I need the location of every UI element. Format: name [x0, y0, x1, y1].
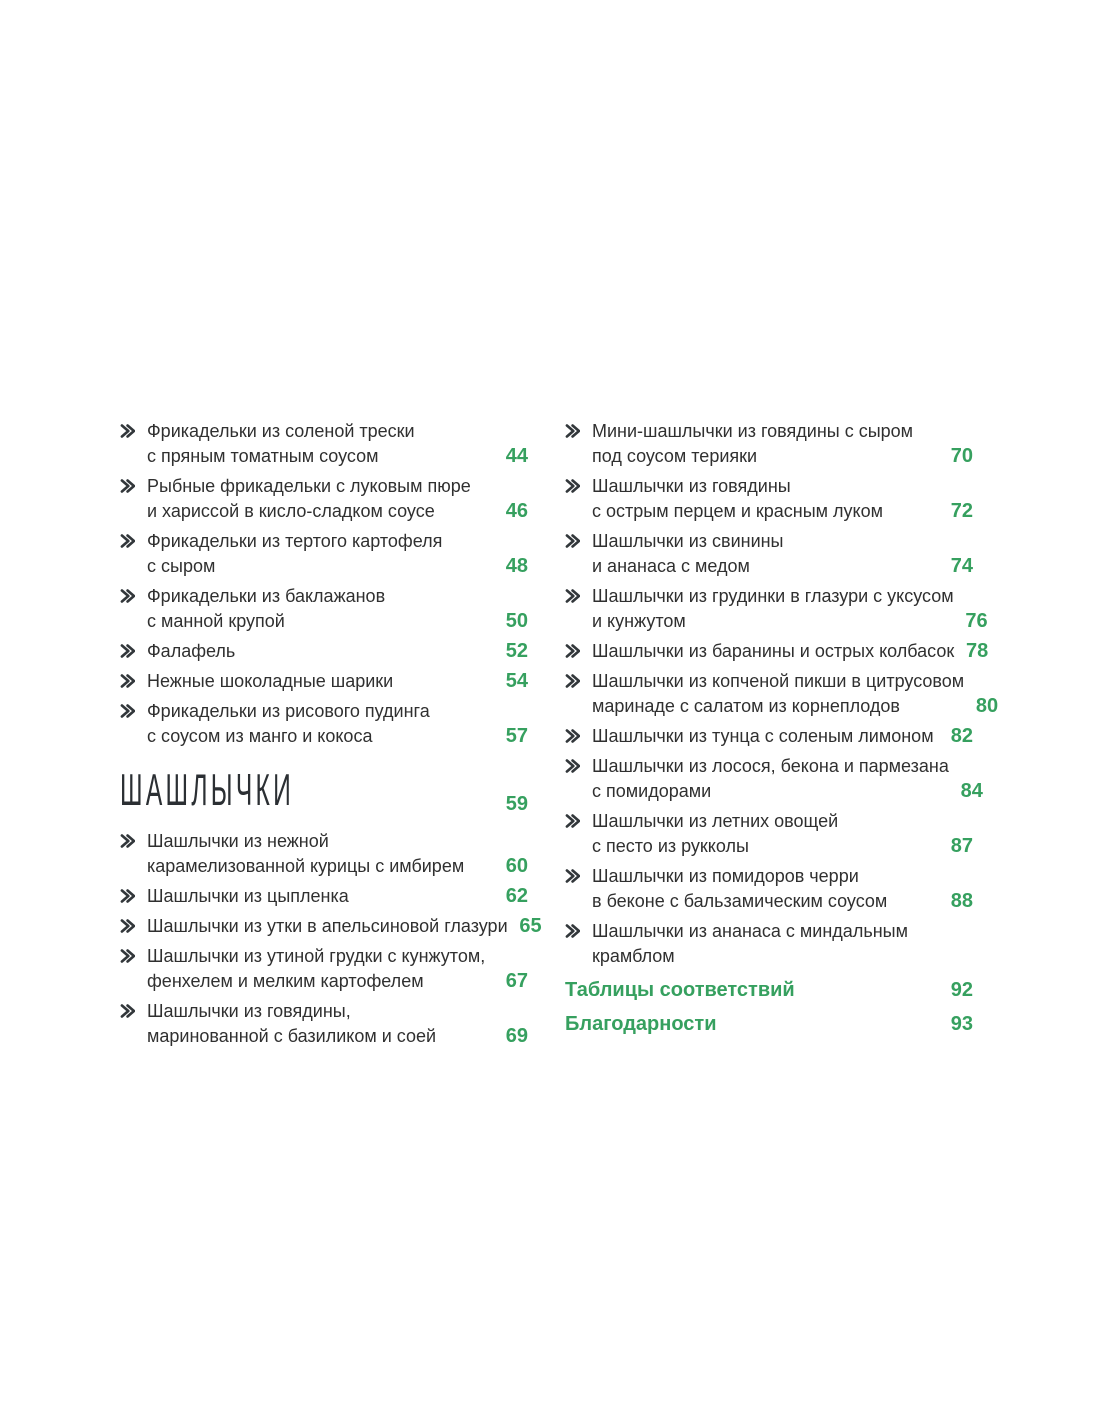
toc-entry-page-number: 74	[950, 555, 973, 577]
toc-entry	[120, 419, 528, 469]
double-chevron-icon	[565, 864, 592, 914]
toc-entry-title	[147, 699, 494, 749]
double-chevron-icon	[120, 529, 147, 579]
toc-entry-title	[592, 639, 954, 664]
toc-footer-link-label: Таблицы соответствий	[565, 979, 795, 1001]
toc-entry-title-line: Шашлычки из лосося, бекона и пармезана	[592, 756, 949, 776]
toc-entry-page-number: 62	[505, 885, 528, 907]
toc-entry-title	[592, 864, 939, 914]
toc-entry-title-line: Шашлычки из грудинки в глазури с уксусом	[592, 586, 954, 606]
double-chevron-icon	[565, 419, 592, 469]
double-chevron-icon	[565, 754, 592, 804]
toc-entry-title	[147, 419, 494, 469]
toc-entry-title-line: Фрикадельки из соленой трески	[147, 421, 415, 441]
toc-entry-title	[592, 809, 939, 859]
toc-entry-title	[147, 529, 494, 579]
toc-entry-page-number: 88	[950, 890, 973, 912]
toc-entry-title-line: Нежные шоколадные шарики	[147, 671, 394, 691]
toc-entry-title-line: Мини-шашлычки из говядины с сыром	[592, 421, 914, 441]
toc-entry-title	[147, 944, 494, 994]
toc-entry-title	[592, 669, 964, 719]
toc-entry-title-line: Фрикадельки из баклажанов	[147, 586, 386, 606]
toc-entry	[565, 919, 973, 969]
toc-entry-page-number: 54	[505, 670, 528, 692]
section-heading-page-number: 59	[505, 793, 528, 815]
toc-entry-title-line: под соусом терияки	[592, 446, 758, 466]
toc-entry	[565, 754, 983, 804]
toc-entry-title-line: с пряным томатным соусом	[147, 446, 379, 466]
toc-entry-page-number: 48	[505, 555, 528, 577]
toc-entry-title-line: Шашлычки из нежной	[147, 831, 329, 851]
double-chevron-icon	[120, 639, 147, 664]
double-chevron-icon	[120, 669, 147, 694]
toc-entry	[565, 419, 973, 469]
toc-entry-title-line: Шашлычки из говядины	[592, 476, 791, 496]
toc-entry-title	[147, 914, 508, 939]
double-chevron-icon	[120, 584, 147, 634]
double-chevron-icon	[565, 919, 592, 969]
toc-entry-title-line: с острым перцем и красным луком	[592, 501, 884, 521]
double-chevron-icon	[120, 914, 147, 939]
double-chevron-icon	[565, 529, 592, 579]
toc-entry-title-line: Шашлычки из баранины и острых колбасок	[592, 641, 955, 661]
toc-entry-title	[592, 474, 939, 524]
double-chevron-icon	[565, 474, 592, 524]
toc-entry-title	[147, 884, 494, 909]
toc-entry-title-line: крамблом	[592, 946, 675, 966]
toc-right-column	[565, 419, 999, 1054]
toc-entry-title-line: с манной крупой	[147, 611, 285, 631]
toc-entry-title-line: Шашлычки из тунца с соленым лимоном	[592, 726, 934, 746]
double-chevron-icon	[120, 419, 147, 469]
toc-entry	[565, 669, 999, 719]
double-chevron-icon	[120, 999, 147, 1049]
toc-entry-title-line: Шашлычки из утки в апельсиновой глазури	[147, 916, 508, 936]
double-chevron-icon	[120, 829, 147, 879]
toc-entry-title-line: Шашлычки из утиной грудки с кунжутом,	[147, 946, 486, 966]
toc-entry-title-line: с соусом из манго и кокоса	[147, 726, 373, 746]
toc-entry-title	[592, 919, 939, 969]
toc-columns	[120, 419, 999, 1054]
toc-entry-page-number: 67	[505, 970, 528, 992]
toc-entry-page-number: 84	[960, 780, 983, 802]
double-chevron-icon	[120, 699, 147, 749]
toc-footer-link	[565, 978, 973, 1003]
toc-entry-title-line: фенхелем и мелким картофелем	[147, 971, 424, 991]
toc-entry-page-number: 78	[966, 640, 989, 662]
toc-entry	[565, 639, 989, 664]
toc-entry-title-line: Шашлычки из свинины	[592, 531, 784, 551]
toc-entry-title-line: с сыром	[147, 556, 216, 576]
toc-entry-title	[147, 474, 494, 524]
toc-entry-page-number: 50	[505, 610, 528, 632]
toc-footer-link-label: Благодарности	[565, 1013, 717, 1035]
toc-entry-title	[592, 529, 939, 579]
toc-footer-link	[565, 1012, 973, 1037]
toc-entry-title	[592, 754, 949, 804]
toc-entry-title-line: Шашлычки из ананаса с миндальным	[592, 921, 908, 941]
toc-entry-title-line: с песто из рукколы	[592, 836, 749, 856]
toc-entry-title-line: с помидорами	[592, 781, 712, 801]
toc-entry	[120, 474, 528, 524]
toc-entry	[120, 999, 528, 1049]
toc-entry-title	[147, 999, 494, 1049]
toc-entry	[120, 639, 528, 664]
toc-footer-link-page-number: 93	[950, 1013, 973, 1035]
toc-entry-page-number: 52	[505, 640, 528, 662]
double-chevron-icon	[565, 639, 592, 664]
toc-entry-title-line: Шашлычки из копченой пикши в цитрусовом	[592, 671, 965, 691]
toc-entry-title-line: Рыбные фрикадельки с луковым пюре	[147, 476, 471, 496]
toc-footer-link-page-number: 92	[950, 979, 973, 1001]
double-chevron-icon	[120, 474, 147, 524]
toc-entry-title-line: Шашлычки из летних овощей	[592, 811, 839, 831]
toc-entry-page-number: 60	[505, 855, 528, 877]
toc-entry-title-line: Шашлычки из помидоров черри	[592, 866, 859, 886]
toc-entry	[120, 584, 528, 634]
toc-entry	[120, 699, 528, 749]
toc-entry-page-number: 76	[965, 610, 988, 632]
toc-section-heading	[120, 766, 528, 817]
toc-entry-title-line: Шашлычки из цыпленка	[147, 886, 349, 906]
toc-entry	[565, 864, 973, 914]
double-chevron-icon	[565, 584, 592, 634]
toc-entry-title-line: карамелизованной курицы с имбирем	[147, 856, 465, 876]
toc-entry-title	[592, 419, 939, 469]
toc-entry-title-line: и кунжутом	[592, 611, 686, 631]
toc-entry	[120, 914, 542, 939]
toc-entry-page-number: 65	[519, 915, 542, 937]
section-heading-text: ШАШЛЫЧКИ	[120, 766, 295, 816]
toc-entry	[120, 944, 528, 994]
toc-entry-title-line: Фрикадельки из рисового пудинга	[147, 701, 430, 721]
toc-entry	[565, 584, 988, 634]
toc-entry-title-line: Шашлычки из говядины,	[147, 1001, 351, 1021]
toc-entry	[120, 829, 528, 879]
toc-entry-title	[147, 639, 494, 664]
double-chevron-icon	[565, 809, 592, 859]
toc-entry-page-number: 72	[950, 500, 973, 522]
toc-entry	[120, 529, 528, 579]
toc-entry-title	[592, 584, 954, 634]
toc-entry-page-number: 87	[950, 835, 973, 857]
toc-entry-title	[147, 584, 494, 634]
toc-entry	[120, 669, 528, 694]
toc-entry-page-number: 80	[975, 695, 999, 717]
toc-left-column	[120, 419, 542, 1054]
toc-entry-page-number: 44	[505, 445, 528, 467]
toc-entry-title-line: в беконе с бальзамическим соусом	[592, 891, 888, 911]
toc-entry-title	[592, 724, 939, 749]
toc-entry	[565, 529, 973, 579]
double-chevron-icon	[120, 944, 147, 994]
double-chevron-icon	[565, 669, 592, 719]
section-heading-label	[120, 766, 494, 817]
toc-entry-page-number: 46	[505, 500, 528, 522]
toc-entry	[565, 474, 973, 524]
toc-entry-title-line: Фрикадельки из тертого картофеля	[147, 531, 443, 551]
toc-entry-title-line: Фалафель	[147, 641, 236, 661]
toc-entry-page-number: 82	[950, 725, 973, 747]
toc-entry-title-line: маринованной с базиликом и соей	[147, 1026, 437, 1046]
toc-entry	[120, 884, 528, 909]
toc-entry-title-line: и ананаса с медом	[592, 556, 750, 576]
double-chevron-icon	[565, 724, 592, 749]
toc-entry-page-number: 57	[505, 725, 528, 747]
toc-entry	[565, 809, 973, 859]
toc-entry-title-line: маринаде с салатом из корнеплодов	[592, 696, 900, 716]
double-chevron-icon	[120, 884, 147, 909]
toc-entry-page-number: 69	[505, 1025, 528, 1047]
toc-entry	[565, 724, 973, 749]
toc-entry-title-line: и хариссой в кисло-сладком соусе	[147, 501, 435, 521]
toc-entry-title	[147, 829, 494, 879]
toc-entry-title	[147, 669, 494, 694]
toc-entry-page-number: 70	[950, 445, 973, 467]
